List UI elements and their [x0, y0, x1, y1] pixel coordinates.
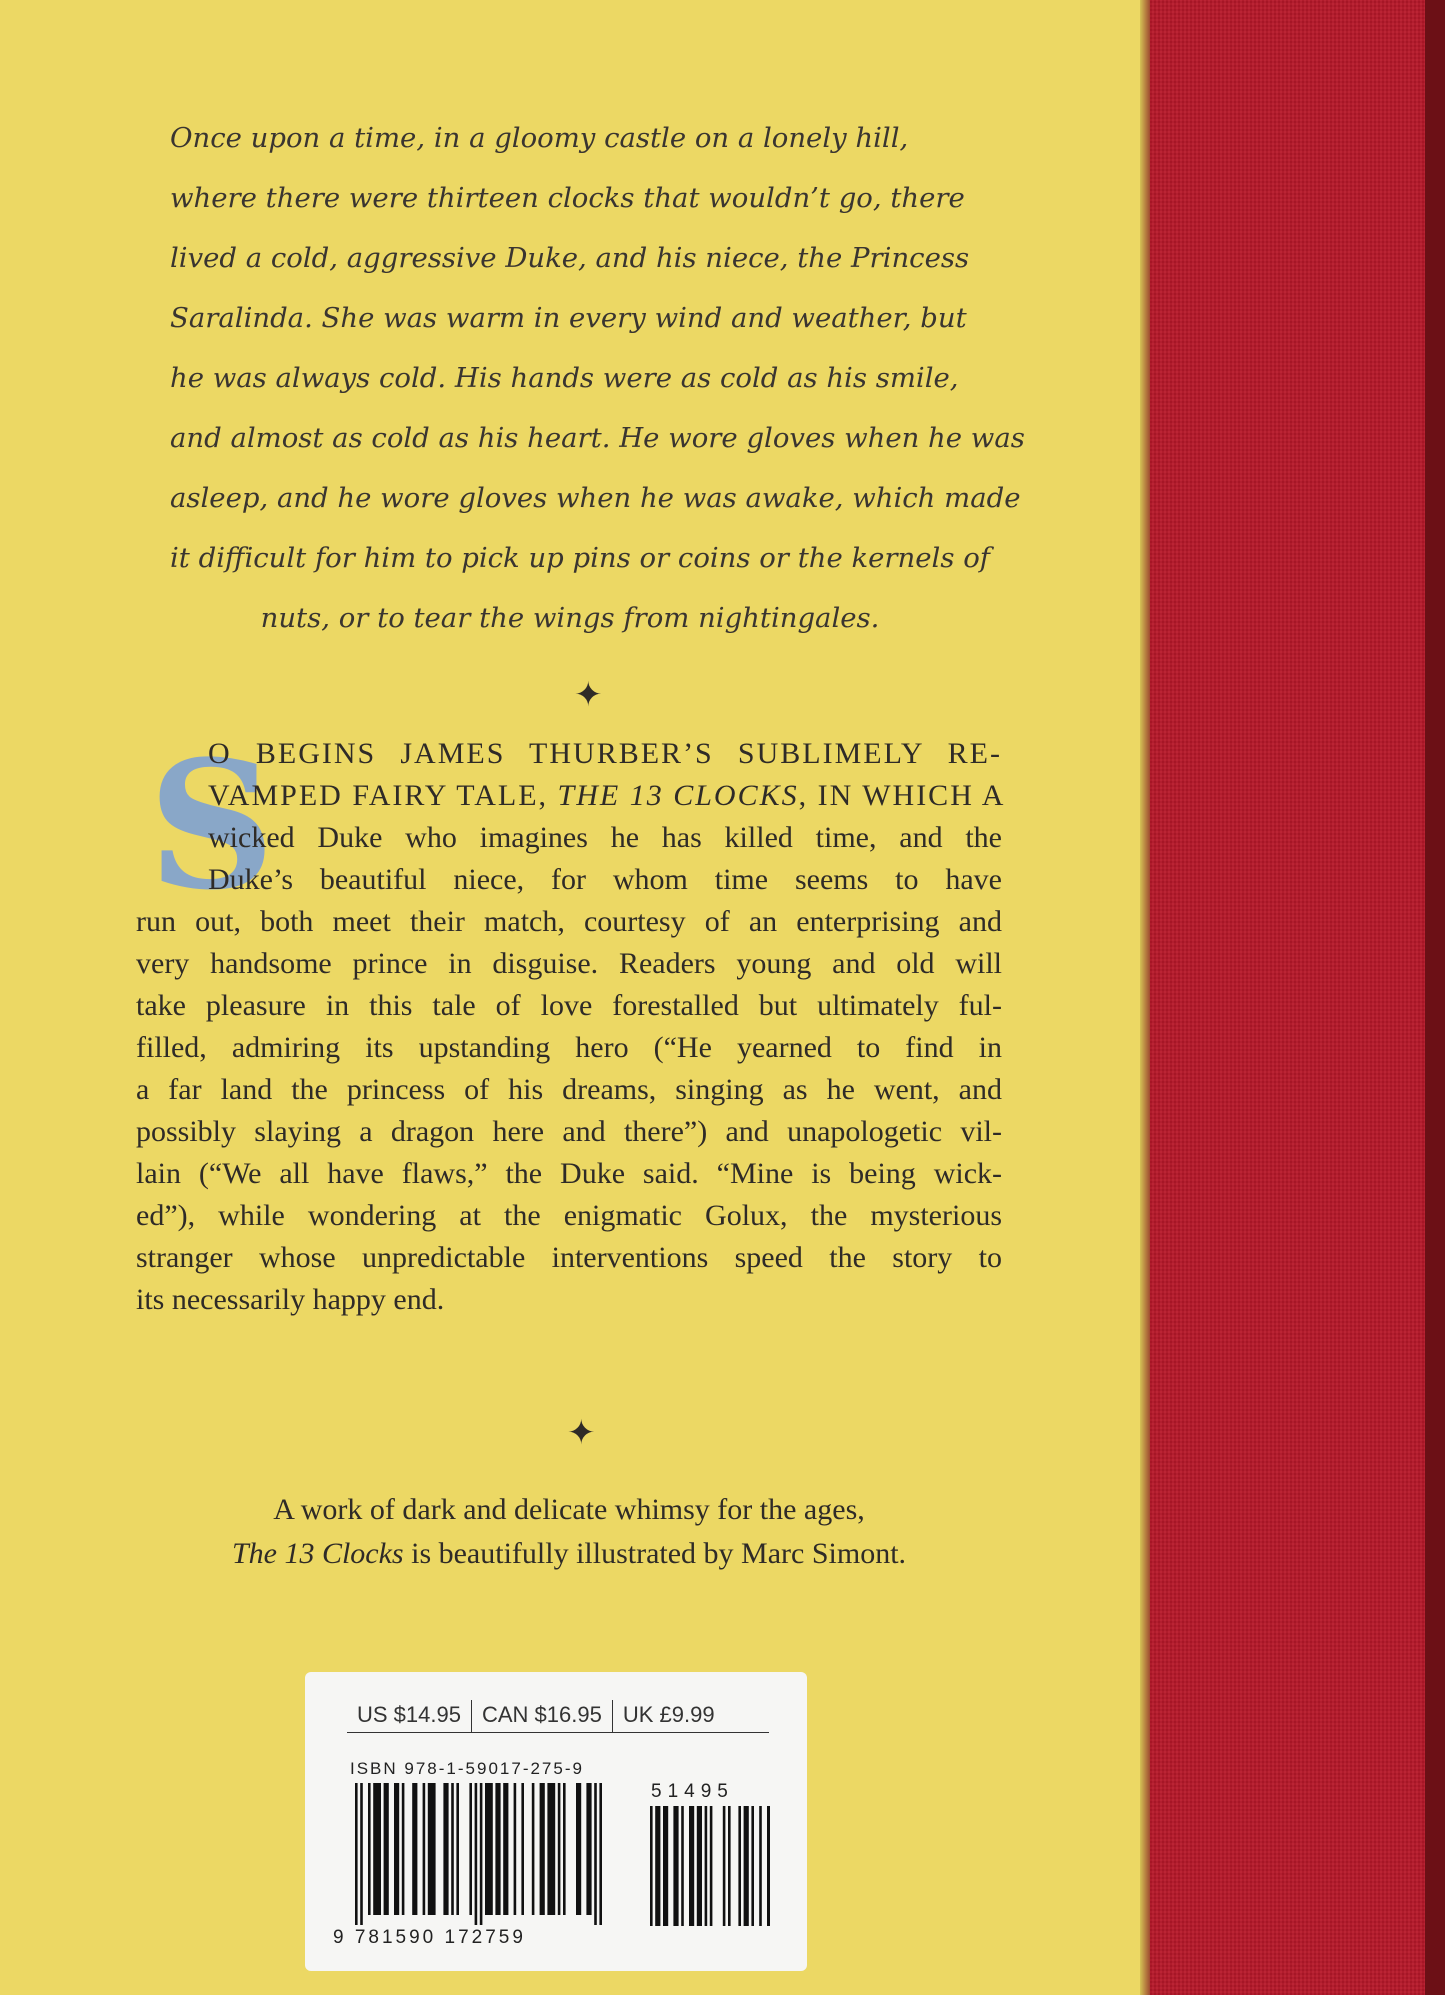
barcode-bar: [673, 1806, 678, 1926]
barcode-bar: [428, 1783, 436, 1915]
book-title: THE 13 CLOCKS: [557, 779, 799, 812]
ornament-star-icon: ✦: [567, 1413, 596, 1453]
blurb-paragraph: [136, 722, 1006, 1321]
blurb-line: stranger whose unpredictable interventions speed the story to: [136, 1241, 1002, 1274]
drop-cap-letter: S: [148, 722, 276, 929]
blurb-line: O BEGINS JAMES THURBER’S SUBLIMELY RE-: [208, 737, 1002, 770]
barcode-bar: [495, 1783, 500, 1915]
barcode-bar: [412, 1783, 417, 1915]
barcode-bar: [759, 1806, 762, 1926]
barcode-bar: [360, 1783, 363, 1925]
blurb-line: Duke’s beautiful niece, for whom time seems to have: [208, 863, 1002, 896]
excerpt-line: it difficult for him to pick up pins or coins or the kernels of: [170, 542, 990, 574]
barcode-bar: [521, 1783, 524, 1915]
barcode-bar: [540, 1783, 545, 1915]
blurb-line: run out, both meet their match, courtesy of an enterprising and: [136, 905, 1002, 938]
barcode-bar: [558, 1783, 561, 1915]
barcode-bar: [547, 1783, 555, 1915]
barcode-bar: [689, 1806, 694, 1926]
barcode-bar: [710, 1806, 713, 1926]
barcode-addon: [650, 1806, 770, 1928]
barcode-bar: [751, 1806, 754, 1926]
excerpt-line: nuts, or to tear the wings from nightingales.: [260, 602, 880, 634]
blurb-text: , IN WHICH A: [798, 779, 1006, 812]
excerpt-line: Saralinda. She was warm in every wind and weather, but: [170, 302, 967, 334]
barcode-bar: [423, 1783, 426, 1915]
barcode-bar: [402, 1783, 405, 1915]
ornament-star-icon: ✦: [574, 675, 603, 715]
barcode-bar: [576, 1783, 581, 1915]
excerpt-line: where there were thirteen clocks that wouldn’t go, there: [170, 182, 965, 214]
excerpt-line: and almost as cold as his heart. He wore gloves when he was: [170, 422, 1025, 454]
barcode-bar: [767, 1806, 770, 1926]
barcode-bar: [650, 1806, 653, 1926]
barcode-bar: [469, 1783, 472, 1915]
blurb-line: wicked Duke who imagines he has killed time, and the: [208, 821, 1002, 854]
isbn-number: ISBN 978-1-59017-275-9: [350, 1759, 584, 1778]
closing-text: is beautifully illustrated by Marc Simont.: [403, 1537, 907, 1570]
barcode-bar: [723, 1806, 726, 1926]
price-can: CAN $16.95: [472, 1700, 613, 1732]
barcode-bar: [705, 1806, 708, 1926]
excerpt-line: asleep, and he wore gloves when he was awake, which made: [170, 482, 1021, 514]
barcode-bar: [738, 1806, 741, 1926]
barcode-digits: 9 781590 172759: [333, 1927, 526, 1948]
barcode-bar: [681, 1806, 684, 1926]
book-title: The 13 Clocks: [231, 1537, 404, 1570]
barcode-bar: [532, 1783, 535, 1915]
blurb-line: lain (“We all have flaws,” the Duke said. “Mine is being wick-: [136, 1157, 1002, 1190]
addon-digits: 51495: [651, 1781, 734, 1802]
price-us: US $14.95: [347, 1700, 472, 1732]
excerpt-paragraph: [170, 108, 1025, 648]
blurb-line: a far land the princess of his dreams, singing as he went, and: [136, 1073, 1002, 1106]
barcode-bar: [456, 1783, 459, 1915]
blurb-line: very handsome prince in disguise. Readers young and old will: [136, 947, 1002, 980]
spine-cloth: [1150, 0, 1445, 1995]
blurb-line: [136, 775, 1006, 817]
closing-line: A work of dark and delicate whimsy for the ages,: [273, 1493, 865, 1526]
price-uk: UK £9.99: [622, 1702, 715, 1727]
blurb-line: filled, admiring its upstanding hero (“He yearned to find in: [136, 1031, 1002, 1064]
barcode-bar: [384, 1783, 389, 1915]
excerpt-line: he was always cold. His hands were as cold as his smile,: [170, 362, 959, 394]
excerpt-line: lived a cold, aggressive Duke, and his niece, the Princess: [170, 242, 970, 274]
barcode-bar: [514, 1783, 517, 1915]
closing-line: [136, 1532, 1002, 1576]
barcode-bar: [663, 1806, 668, 1926]
price-row: [347, 1700, 769, 1733]
barcode-bar: [655, 1806, 660, 1926]
price-barcode-label: [305, 1672, 807, 1971]
barcode-bar: [443, 1783, 448, 1915]
blurb-line: take pleasure in this tale of love forestalled but ultimately ful-: [136, 989, 1002, 1022]
blurb-line: possibly slaying a dragon here and there”) and unapologetic vil-: [136, 1115, 1002, 1148]
barcode-bar: [368, 1783, 371, 1915]
barcode-bar: [599, 1783, 602, 1925]
barcode-main: [355, 1783, 635, 1928]
barcode-bar: [355, 1783, 358, 1925]
barcode-bar: [744, 1806, 749, 1926]
barcode-bar: [475, 1783, 478, 1925]
barcode-bar: [451, 1783, 454, 1915]
barcode-bar: [503, 1783, 508, 1915]
barcode-bar: [697, 1806, 702, 1926]
barcode-bar: [485, 1783, 493, 1915]
closing-statement: [136, 1488, 1002, 1576]
excerpt-line: Once upon a time, in a gloomy castle on a lonely hill,: [170, 122, 909, 154]
barcode-bar: [394, 1783, 399, 1915]
barcode-bar: [586, 1783, 591, 1915]
blurb-line: its necessarily happy end.: [136, 1283, 445, 1316]
spine-shadow: [1425, 0, 1445, 1995]
barcode-bar: [563, 1783, 566, 1915]
blurb-text: VAMPED FAIRY TALE,: [208, 779, 558, 812]
barcode-bar: [373, 1783, 381, 1915]
barcode-bar: [728, 1806, 731, 1926]
barcode-bar: [594, 1783, 597, 1925]
blurb-line: ed”), while wondering at the enigmatic Golux, the mysterious: [136, 1199, 1002, 1232]
barcode-bar: [480, 1783, 483, 1925]
